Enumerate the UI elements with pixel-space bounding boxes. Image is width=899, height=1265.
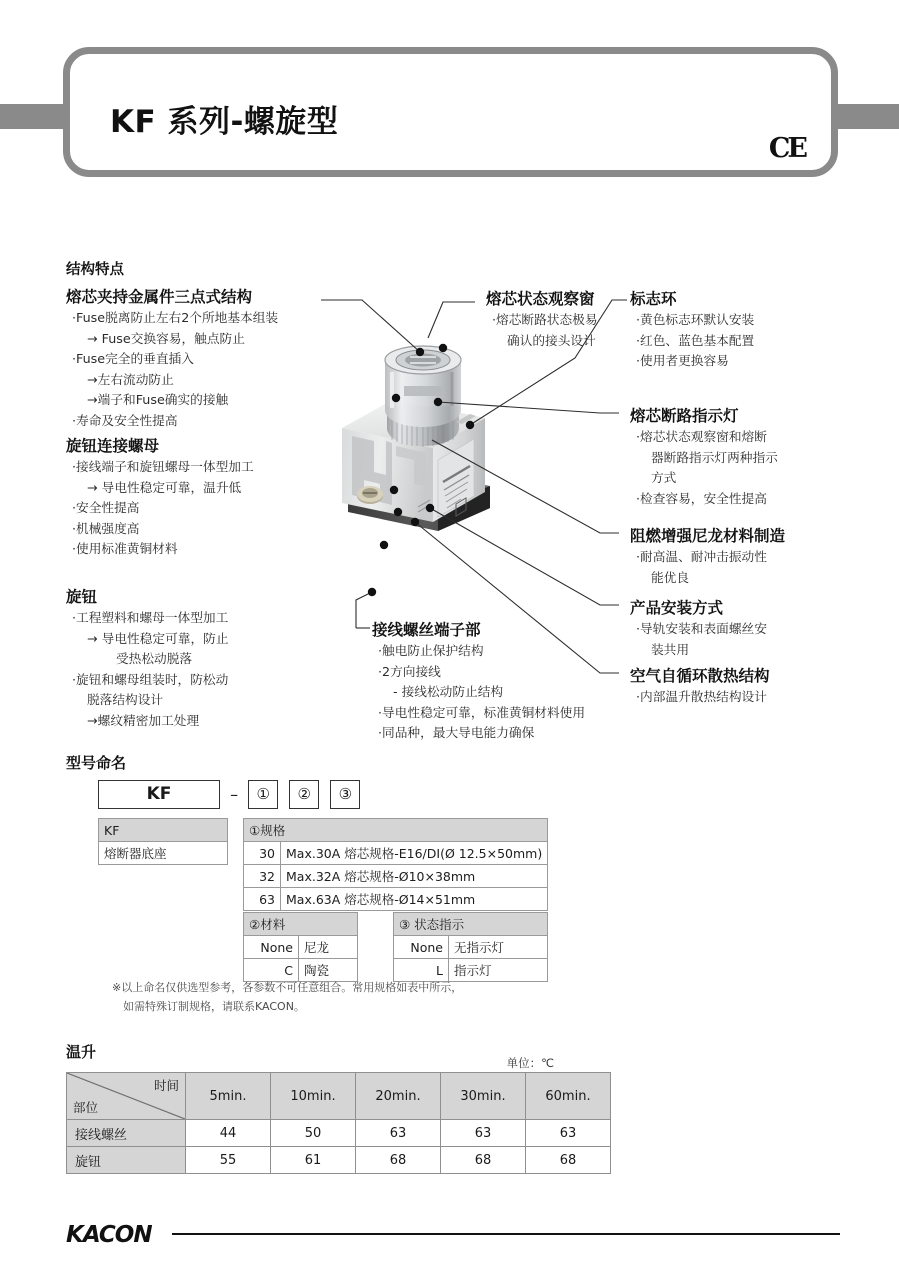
list-item: ·检查容易，安全性提高 bbox=[636, 490, 767, 506]
spec-desc: Max.30A 熔芯规格-E16/DI(Ø 12.5×50mm) bbox=[281, 842, 548, 865]
table-row bbox=[244, 865, 548, 888]
indicator-code: L bbox=[394, 959, 449, 982]
model-section-title: 型号命名 bbox=[66, 754, 127, 772]
material-desc: 尼龙 bbox=[299, 936, 358, 959]
list-item: ·内部温升散热结构设计 bbox=[636, 689, 767, 704]
indicator-table bbox=[393, 912, 548, 982]
table-row bbox=[244, 936, 358, 959]
feature-heading-air-cooling: 空气自循环散热结构 bbox=[630, 667, 770, 685]
table-row bbox=[67, 1120, 611, 1147]
table-row bbox=[99, 819, 228, 842]
feature-heading-mounting: 产品安装方式 bbox=[630, 599, 724, 617]
list-item: ·安全性提高 bbox=[72, 500, 140, 515]
ce-mark-icon: CE bbox=[768, 133, 805, 164]
temp-col-header: 10min. bbox=[271, 1073, 356, 1120]
temp-value: 68 bbox=[526, 1147, 611, 1174]
spec-table bbox=[243, 818, 548, 911]
feature-list-mounting bbox=[636, 619, 767, 660]
list-item: ·使用标准黄铜材料 bbox=[72, 541, 178, 556]
list-item: ·旋钮和螺母组装时，防松动 bbox=[72, 671, 229, 687]
indicator-desc: 无指示灯 bbox=[449, 936, 548, 959]
model-note bbox=[112, 978, 462, 1016]
temp-value: 63 bbox=[356, 1120, 441, 1147]
table-row bbox=[244, 842, 548, 865]
table-row bbox=[244, 888, 548, 911]
feature-list-break-indicator bbox=[636, 427, 778, 509]
feature-list-knob bbox=[72, 608, 229, 731]
feature-list-knob-nut bbox=[72, 457, 254, 560]
temp-value: 61 bbox=[271, 1147, 356, 1174]
list-item: → 导电性稳定可靠，防止 bbox=[87, 630, 229, 646]
table-row bbox=[244, 819, 548, 842]
list-item: ·导电性稳定可靠，标准黄铜材料使用 bbox=[378, 704, 586, 720]
list-item: - 接线松动防止结构 bbox=[393, 684, 504, 699]
feature-heading-fuse-clamp: 熔芯夹持金属件三点式结构 bbox=[66, 288, 253, 306]
spec-code: 30 bbox=[244, 842, 281, 865]
list-item: ·同品种，最大导电能力确保 bbox=[378, 725, 535, 740]
series-table bbox=[98, 818, 228, 865]
list-item: ·使用者更换容易 bbox=[636, 353, 729, 368]
temp-col-header: 5min. bbox=[186, 1073, 271, 1120]
footer-rule bbox=[172, 1233, 840, 1235]
list-item: →端子和Fuse确实的接触 bbox=[87, 392, 229, 407]
feature-heading-status-window: 熔芯状态观察窗 bbox=[486, 290, 595, 308]
list-item: ·机械强度高 bbox=[72, 520, 140, 536]
temp-rise-section-title: 温升 bbox=[66, 1043, 97, 1061]
list-item: 脱落结构设计 bbox=[87, 692, 164, 707]
temp-value: 63 bbox=[441, 1120, 526, 1147]
model-code-slot-2: ② bbox=[289, 780, 319, 809]
page-title: KF 系列-螺旋型 bbox=[110, 104, 339, 140]
spec-table-header: ①规格 bbox=[244, 819, 548, 842]
table-row bbox=[67, 1147, 611, 1174]
table-row bbox=[99, 842, 228, 865]
features-section-title: 结构特点 bbox=[66, 262, 124, 278]
table-row bbox=[67, 1073, 611, 1120]
list-item: ·耐高温、耐冲击振动性 bbox=[636, 549, 767, 564]
temp-value: 63 bbox=[526, 1120, 611, 1147]
table-row bbox=[244, 913, 358, 936]
model-code-prefix: KF bbox=[98, 780, 220, 809]
indicator-desc: 指示灯 bbox=[449, 959, 548, 982]
temp-row-label: 接线螺丝 bbox=[67, 1120, 186, 1147]
list-item: ·红色、蓝色基本配置 bbox=[636, 332, 755, 348]
footer-logo: KACON bbox=[66, 1222, 152, 1248]
feature-heading-knob: 旋钮 bbox=[66, 588, 98, 606]
feature-list-air-cooling bbox=[636, 687, 767, 708]
series-table-value: 熔断器底座 bbox=[99, 842, 228, 865]
feature-heading-break-indicator: 熔芯断路指示灯 bbox=[630, 407, 739, 425]
material-table-header: ②材料 bbox=[244, 913, 358, 936]
material-code: None bbox=[244, 936, 299, 959]
header-banner bbox=[0, 47, 899, 177]
series-table-header: KF bbox=[99, 819, 228, 842]
model-code-slot-3: ③ bbox=[330, 780, 360, 809]
material-code: C bbox=[244, 959, 299, 982]
list-item: ·工程塑料和螺母一体型加工 bbox=[72, 610, 229, 625]
temp-rise-unit-label: 单位：℃ bbox=[506, 1056, 554, 1070]
list-item: 确认的接头设计 bbox=[507, 332, 596, 348]
list-item: ·Fuse完全的垂直插入 bbox=[72, 351, 194, 366]
list-item: →螺纹精密加工处理 bbox=[87, 712, 200, 728]
temp-col-header: 20min. bbox=[356, 1073, 441, 1120]
feature-list-status-window bbox=[492, 310, 598, 351]
list-item: 方式 bbox=[651, 470, 677, 485]
temp-col-header: 60min. bbox=[526, 1073, 611, 1120]
feature-heading-nylon-material: 阻燃增强尼龙材料制造 bbox=[630, 527, 786, 545]
temp-table-corner-part: 部位 bbox=[73, 1100, 99, 1115]
model-code-slot-1: ① bbox=[248, 780, 278, 809]
feature-list-nylon-material bbox=[636, 547, 767, 588]
temp-row-label: 旋钮 bbox=[67, 1147, 186, 1174]
list-item: → 导电性稳定可靠，温升低 bbox=[87, 479, 242, 495]
temp-value: 68 bbox=[441, 1147, 526, 1174]
table-row bbox=[394, 913, 548, 936]
spec-desc: Max.63A 熔芯规格-Ø14×51mm bbox=[281, 888, 548, 911]
feature-heading-terminal-block: 接线螺丝端子部 bbox=[372, 621, 481, 639]
model-note-line-1: ※以上命名仅供选型参考，各参数不可任意组合。常用规格如表中所示， bbox=[112, 981, 463, 994]
temp-value: 68 bbox=[356, 1147, 441, 1174]
list-item: ·黄色标志环默认安装 bbox=[636, 312, 755, 327]
material-desc: 陶瓷 bbox=[299, 959, 358, 982]
banner-box bbox=[63, 47, 838, 177]
list-item: ·2方向接线 bbox=[378, 663, 441, 679]
list-item: 器断路指示灯两种指示 bbox=[651, 449, 778, 465]
indicator-code: None bbox=[394, 936, 449, 959]
temp-value: 44 bbox=[186, 1120, 271, 1147]
feature-list-fuse-clamp bbox=[72, 308, 278, 431]
temp-col-header: 30min. bbox=[441, 1073, 526, 1120]
model-code-dash: – bbox=[230, 785, 239, 804]
list-item: ·熔芯状态观察窗和熔断 bbox=[636, 429, 767, 444]
list-item: 能优良 bbox=[651, 569, 690, 585]
list-item: ·寿命及安全性提高 bbox=[72, 412, 178, 428]
temp-value: 50 bbox=[271, 1120, 356, 1147]
indicator-table-header: ③ 状态指示 bbox=[394, 913, 548, 936]
list-item: ·导轨安装和表面螺丝安 bbox=[636, 621, 767, 636]
list-item: → Fuse交换容易，触点防止 bbox=[87, 330, 245, 346]
list-item: ·Fuse脱离防止左右2个所地基本组装 bbox=[72, 310, 279, 325]
model-note-line-2: 如需特殊订制规格，请联系KACON。 bbox=[123, 1000, 305, 1013]
temp-value: 55 bbox=[186, 1147, 271, 1174]
list-item: 受热松动脱落 bbox=[116, 651, 193, 666]
table-row bbox=[394, 936, 548, 959]
list-item: 装共用 bbox=[651, 641, 690, 657]
feature-heading-knob-nut: 旋钮连接螺母 bbox=[66, 437, 160, 455]
feature-list-terminal-block bbox=[378, 641, 585, 744]
temp-table-corner-time: 时间 bbox=[153, 1078, 179, 1093]
list-item: ·触电防止保护结构 bbox=[378, 643, 484, 658]
temp-rise-table bbox=[66, 1072, 611, 1174]
list-item: ·熔芯断路状态极易 bbox=[492, 312, 598, 327]
material-table bbox=[243, 912, 358, 982]
spec-code: 32 bbox=[244, 865, 281, 888]
feature-heading-marker-ring: 标志环 bbox=[630, 290, 677, 308]
list-item: ·接线端子和旋钮螺母一体型加工 bbox=[72, 459, 254, 474]
list-item: →左右流动防止 bbox=[87, 371, 174, 387]
temp-table-corner-cell bbox=[67, 1073, 186, 1120]
spec-code: 63 bbox=[244, 888, 281, 911]
model-code-row bbox=[98, 780, 366, 809]
feature-list-marker-ring bbox=[636, 310, 754, 372]
spec-desc: Max.32A 熔芯规格-Ø10×38mm bbox=[281, 865, 548, 888]
